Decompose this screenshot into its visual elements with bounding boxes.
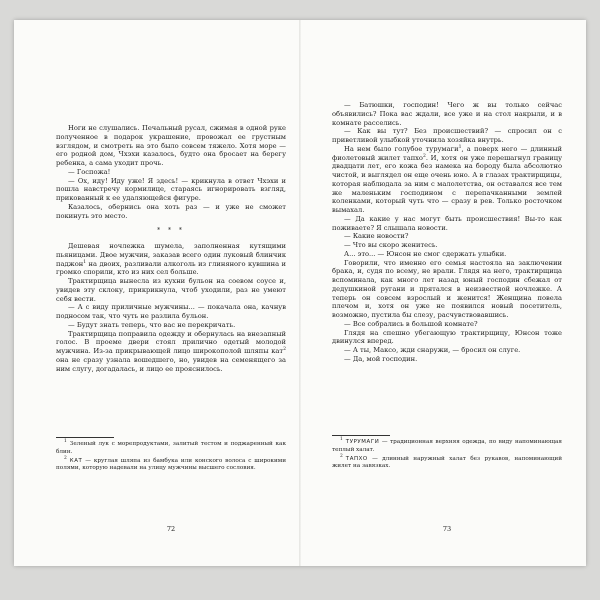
paragraph: Ноги не слушались. Печальный русал, сжимая в одной руке полученное в подарок украшение, провожал ее грустным взглядом, и смотреть на это было совсем тяжело. Хотя море — его родной дом, Чхэхи казалось, будто она бросает на берегу ребенка, а сама уходит прочь. (56, 124, 286, 167)
paragraph: — Да какие у нас могут быть происшествия! Вы-то как поживаете? Я слышала новости. (332, 214, 562, 232)
paragraph: — Да, мой господин. (344, 354, 418, 363)
paragraph: — Батюшки, господин! Чего ж вы только сейчас объявились? Пока вас ждали, все уже и на стол накрыли, и в комнате расселись. (332, 101, 562, 127)
footnote-rule (56, 437, 114, 438)
paragraph: — Все собрались в большой комнате? (344, 319, 478, 328)
footnote: $^1$ Зеленый лук с морепродуктами, залитый тестом и поджаренный как блин. (56, 439, 286, 455)
left-page-text (56, 124, 286, 373)
paragraph: — Госпожа! (68, 167, 111, 176)
footnote-ref: 1 (458, 144, 462, 150)
book-spread (14, 20, 586, 566)
footnotes (332, 439, 562, 472)
paragraph: — А с виду приличные мужчины... — покачала она, качнув подносом так, что чуть не разлила бульон. (56, 303, 286, 320)
paragraph: Трактирщица поправила одежду и обернулась на внезапный голос. В проеме двери стоял прилично одетый молодой мужчина. Из-за прикрывающей лицо широкополой шляпы кат$^2$ она не сразу узнала вошедшего, но, увидев на семенящего за ним слугу, догадалась, и лицо ее прояснилось. (56, 329, 286, 373)
paragraph: — Ох, иду! Иду уже! Я здесь! — крикнула в ответ Чхэхи и пошла навстречу кормилице, стараясь игнорировать взгляд, прикованный к ее удаляющейся фигуре. (56, 176, 286, 202)
footnotes (56, 441, 286, 474)
paragraph: На нем было голубое турумаги$^1$, а поверх него — длинный фиолетовый жилет тапхо$^2$. И, хотя он уже перешагнул границу двадцати лет, его кожа без намека на бороду была абсолютно чистой, и выглядел он еще очень юно. А в глазах трактирщицы, которая наблюдала за ним с малолетства, он оставался все тем же маленьким господином с перепачканными землей коленками, который чуть что — сразу в рев. Только росточком вымахал. (332, 144, 563, 214)
page-number: 72 (166, 525, 176, 533)
book-gutter (299, 20, 301, 566)
paragraph: А... это... — Юнсон не смог сдержать улыбки. (344, 249, 507, 258)
paragraph: Дешевая ночлежка шумела, заполненная кутящими пьяницами. Двое мужчин, заказав всего один луковый блинчик паджон$^1$ на двоих, разливали алкоголь из глиняного кувшина и громко спорили, кто из них сел больше. (56, 242, 286, 277)
paragraph: — А ты, Максо, жди снаружи, — бросил он слуге. (344, 346, 521, 354)
paragraph: Глядя на спешно убегающую трактирщицу, Юнсон тоже двинулся вперед. (332, 328, 562, 346)
footnote-ref: 1 (83, 259, 87, 265)
page-number: 73 (442, 525, 452, 533)
footnote-rule (332, 435, 390, 436)
paragraph: — Что вы скоро женитесь. (344, 241, 438, 249)
section-separator: * * * (157, 227, 185, 235)
footnote: $^2$ ТАПХО — длинный наружный халат без рукавов, напоминающий жилет на завязках. (332, 453, 562, 470)
paragraph: Говорили, что именно его семья настояла на заключении брака, и, судя по всему, не врали. Глядя на него, трактирщица вспоминала, как много лет назад юный господин сбежал от дедушкиной ругани и прятался в неизвестной ночлежке. А теперь он совсем взрослый и женится! Женщина повела плечом и, хотя он уже не появился новый посетитель, возможно, пустила бы слезу, расчувствовавшись. (332, 258, 562, 319)
footnote-ref: 2 (422, 153, 426, 159)
paragraph: — Какие новости? (344, 232, 409, 241)
footnote: $^2$ КАТ — круглая шляпа из бамбука или конского волоса с широкими полями, которую надевали на улицу мужчины высшего сословия. (56, 455, 286, 472)
paragraph: Казалось, обернись она хоть раз — и уже не сможет покинуть это место. (56, 202, 286, 220)
right-page (332, 20, 562, 566)
paragraph: Трактирщица вынесла из кухни бульон на соевом соусе и, увидев эту склоку, прикрикнула, чтоб уходили, раз не умеют себя вести. (56, 277, 286, 303)
footnote: $^1$ ТУРУМАГИ — традиционная верхняя одежда, по виду напоминающая теплый халат. (332, 437, 562, 453)
footnote-ref: 2 (283, 346, 286, 352)
paragraph: — Как вы тут? Без происшествий? — спросил он с приветливой улыбкой уточнила хозяйка внутрь. (332, 127, 562, 144)
right-page-text (332, 101, 562, 364)
paragraph: — Будут знать теперь, что вас не перекричать. (68, 320, 236, 329)
left-page (56, 20, 286, 566)
